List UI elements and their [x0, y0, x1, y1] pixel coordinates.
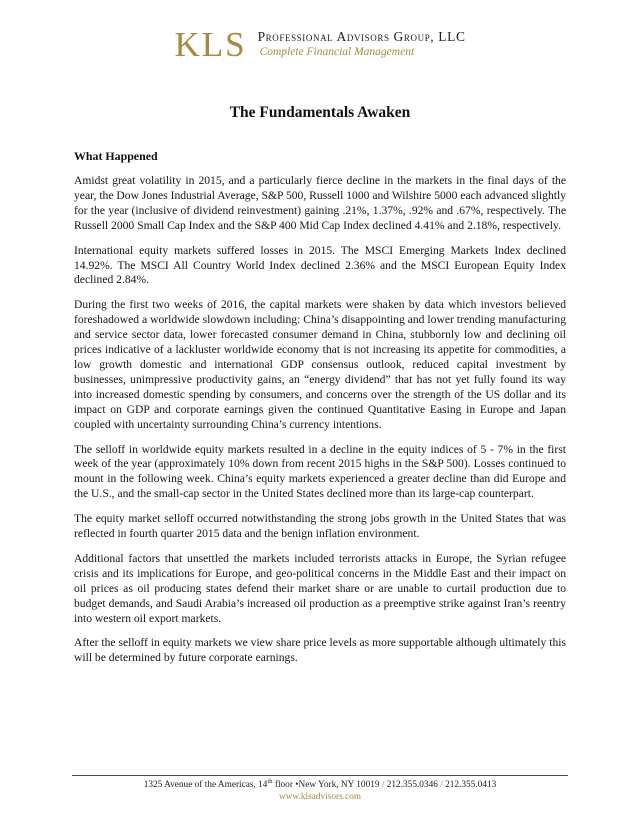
footer-slash-2: / — [440, 779, 443, 790]
logo-group — [174, 27, 465, 62]
document-title: The Fundamentals Awaken — [229, 104, 411, 121]
paragraph-4: The selloff in worldwide equity markets resulted in a decline in the equity indices of 5 - 7% in the first week of the year (approximately 10% down from recent 2015 highs in the S&P 500). Losses continued to mount in the following week. China’s equity markets experienced a greater decline than did Europe and the U.S., and the small-cap sector in the United States declined more than its large-cap counterpart. — [74, 442, 566, 501]
footer-divider — [72, 775, 568, 776]
footer-phone-1: 212.355.0346 — [384, 779, 441, 790]
document-body — [0, 104, 640, 666]
footer-address-ordinal: th — [267, 777, 273, 785]
company-tagline: Complete Financial Management — [259, 46, 415, 59]
company-name: Professional Advisors Group, LLC — [257, 28, 466, 44]
company-block — [258, 29, 466, 61]
paragraph-1: Amidst great volatility in 2015, and a particularly fierce decline in the markets in the final days of the year, the Dow Jones Industrial Average, S&P 500, Russell 1000 and Wilshire 5000 each advanced slightly for the year (inclusive of dividend reinvestment) gaining .21%, 1.37%, .92% and .67%, respectively. The Russell 2000 Small Cap Index and the S&P 400 Mid Cap Index declined 4.41% and 2.18%, respectively. — [74, 174, 566, 232]
paragraph-2: International equity markets suffered losses in 2015. The MSCI Emerging Markets Index declined 14.92%. The MSCI All Country World Index declined 2.36% and the MSCI European Equity Index declined 2.84%. — [74, 243, 566, 287]
page-footer — [0, 775, 640, 804]
footer-slash-1: / — [381, 779, 385, 790]
footer-address-part1: 1325 Avenue of the Americas, 14 — [143, 779, 268, 790]
footer-address-part2: floor •New York, NY 10019 — [272, 779, 382, 790]
footer-contact — [0, 778, 640, 792]
paragraph-5: The equity market selloff occurred notwithstanding the strong jobs growth in the United States that was reflected in fourth quarter 2015 data and the benign inflation environment. — [74, 512, 566, 541]
paragraph-3: During the first two weeks of 2016, the capital markets were shaken by data which investors believed foreshadowed a worldwide slowdown including: China’s disappointing and lower trending manufacturing and service sector data, lower forecasted consumer demand in China, stubbornly low and declining oil prices indicative of a lackluster worldwide economy that is not increasing its appetite for commodities, a low growth domestic and international GDP consensus outlook, reduced capital investment by businesses, unimpressive productivity gains, an “energy dividend” that has not yet fully found its way into increased domestic spending by consumers, and concerns over the strength of the US dollar and its impact on GDP and corporate earnings given the continued Quantitative Easing in Europe and Japan coupled with uncertainty surrounding China’s currency intentions. — [74, 298, 566, 431]
paragraph-7: After the selloff in equity markets we view share price levels as more supportable although ultimately this will be determined by future corporate earnings. — [74, 636, 566, 665]
section-heading: What Happened — [74, 149, 158, 163]
footer-phone-2: 212.355.0413 — [442, 779, 497, 790]
kls-logo: KLS — [174, 25, 247, 64]
paragraph-6: Additional factors that unsettled the markets included terrorists attacks in Europe, the Syrian refugee crisis and its implications for Europe, and geo-political concerns in the Middle East and their impact on oil prices as oil producing states defend their market share or are unable to curtail production due to budget demands, and Saudi Arabia’s increased oil production as a preemptive strike against Iran’s reentry into western oil export markets. — [74, 551, 566, 625]
website-link[interactable]: www.klsadvisors.com — [278, 792, 362, 803]
letterhead — [0, 0, 640, 62]
